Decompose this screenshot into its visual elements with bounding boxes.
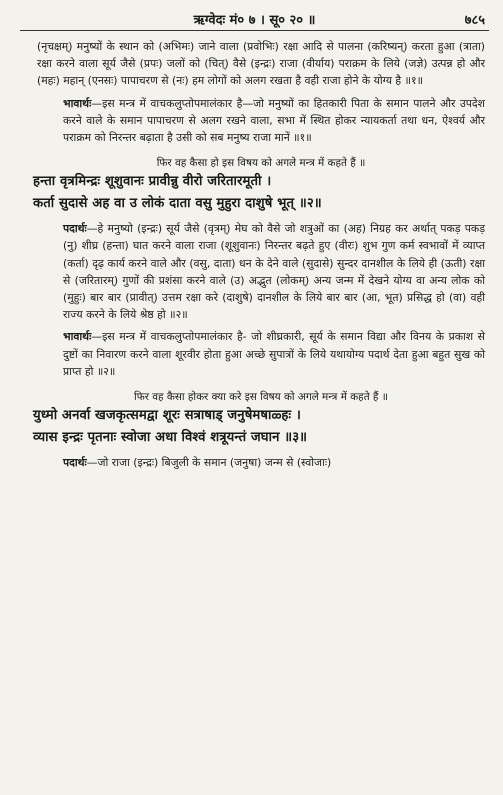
bhavarth-1 (37, 95, 485, 147)
page-number: ७८५ (464, 13, 485, 28)
running-title: ऋग्वेदः मं० ७ । सू० २० ॥ (193, 13, 316, 28)
bhavarth-2-text: —इस मन्त्र में वाचकलुप्तोपमालंकार है- जो शीघ्रकारी, सूर्य के समान विद्या और विनय के प्रकाश से दुष्टों का निवारण करने वाला शूरवीर होता हुआ अच्छे सुपात्रों के लिये यथायोग्य पदार्थ देता हुआ बहुत सुख को प्राप्त हो ॥२॥ (63, 330, 485, 378)
bhavarth-1-label: भावार्थः (63, 96, 92, 110)
page-body (33, 38, 485, 471)
verse-intro-1: फिर वह कैसा हो इस विषय को अगले मन्त्र में कहते हैं ॥ (156, 157, 366, 170)
verse-2-line-1: युध्मो अनर्वा खजकृत्समद्वा शूरः सत्राषाड् जनुषेमषाळ्हः । (33, 408, 301, 424)
bhavarth-2 (37, 328, 485, 380)
running-header (20, 4, 489, 31)
padarth-2 (37, 220, 485, 323)
top-paragraph: (नृचक्षम्) मनुष्यों के स्थान को (अभिमः) जाने वाला (प्रवोभिः) रक्षा आदि से पालना (करिष्यन्) करता हुआ (त्राता) रक्षा करने वाला सूर्य जैसे (प्रपः) जलों को (चित्) वैसे (इन्द्रः) राजा (वीर्याय) पराक्रम के लिये (जज्ञे) उत्पन्न हो और (महः) महान् (एनसः) पापाचरण से (नः) हम लोगों को अलग रखता है वही राजा होने के योग्य है ॥१॥ (37, 40, 485, 88)
verse-1-line-1: हन्ता वृत्रमिन्द्रः शूशुवानः प्रावीन्नु वीरो जरितारमूती । (33, 174, 272, 190)
bhavarth-1-text: —इस मन्त्र में वाचकलुप्तोपमालंकार है—जो मनुष्यों का हितकारी पिता के समान पालने और उपदेश करने वाले के समान पापाचरण से अलग रखने वाला, सभा में स्थित होकर न्यायकर्ता तथा धन, ऐश्वर्य और पराक्रम को निरन्तर बढ़ाता है उसी को सब मनुष्य राजा मानें ॥१॥ (63, 96, 485, 145)
verse-intro-2: फिर वह कैसा होकर क्या करे इस विषय को अगले मन्त्र में कहते हैं ॥ (134, 391, 388, 404)
bhavarth-2-label: भावार्थः (63, 330, 92, 344)
padarth-2-text: —हे मनुष्यो (इन्द्रः) सूर्य जैसे (वृत्रम्) मेघ को वैसे जो शत्रुओं का (अह) निग्रह कर अर्थात् पकड़ पकड़ (नु) शीघ्र (हन्ता) घात करने वाला राजा (शूशुवानः) निरन्तर बढ़ते हुए (वीरः) शुभ गुण कर्म स्वभावों में व्याप्त (कर्ता) दृढ़ कार्य करने वाले और (वसु, दाता) धन के देने वाले (सुदासे) सुन्दर दानशील के लिये ही (ऊती) रक्षा से (जरितारम्) गुणों की प्रशंसा करने वाले (उ) अद्भुत (लोकम्) अन्य जन्म में देखने योग्य वा अन्य लोक को (मुहुः) बार बार (प्रावीत्) उत्तम रक्षा करे (दाशुषे) दानशील के लिये बार बार (आ, भूत) प्रसिद्ध हो (वा) वही राज्य करने के लिये श्रेष्ठ हो ॥२॥ (63, 222, 485, 322)
padarth-3-label: पदार्थः (63, 456, 87, 470)
padarth-3-text: —जो राजा (इन्द्रः) बिजुली के समान (जनुषा) जन्म से (स्वोजाः) (86, 456, 332, 470)
padarth-2-label: पदार्थः (63, 222, 87, 236)
verse-1-line-2: कर्ता सुदासे अह वा उ लोकं दाता वसु मुहुरा दाशुषे भूत् ॥२॥ (33, 196, 322, 212)
padarth-3 (37, 454, 485, 471)
verse-2-line-2: व्यास इन्द्रः पृतनाः स्वोजा अधा विश्वं शत्रूयन्तं जघान ॥३॥ (33, 430, 308, 446)
